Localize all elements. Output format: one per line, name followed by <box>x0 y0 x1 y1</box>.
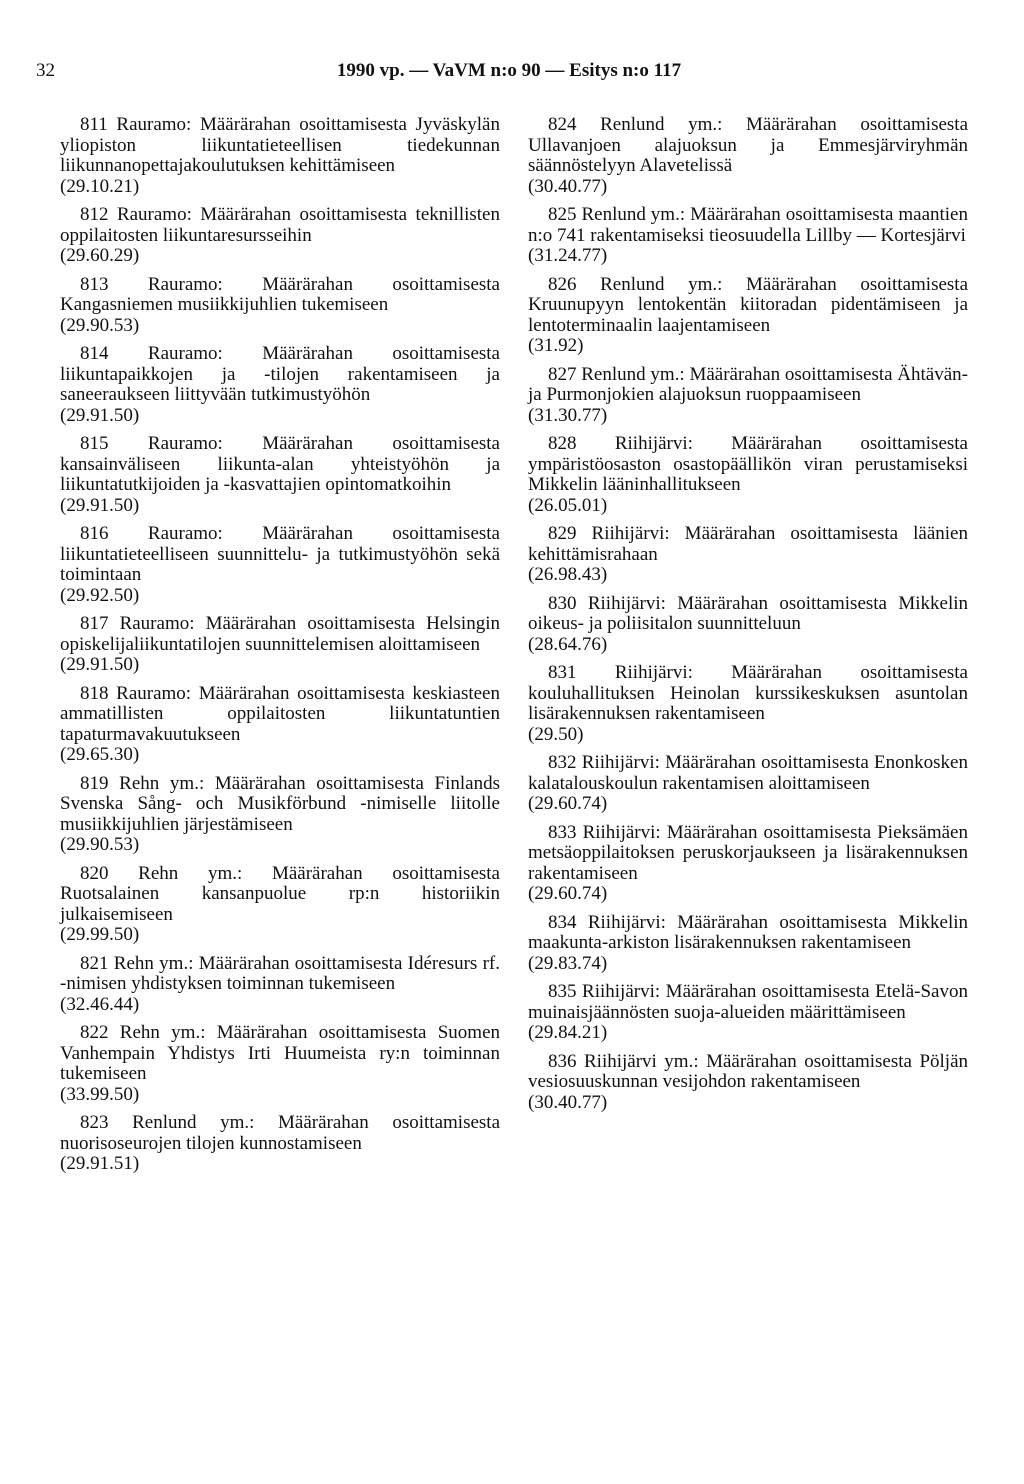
motion-title: 835 Riihijärvi: Määrärahan osoittamisesta Etelä-Savon muinaisjäännösten suoja-alueiden määrittämiseen <box>528 981 968 1023</box>
budget-item-number: (30.40.77) <box>528 175 608 197</box>
motion-title: 829 Riihijärvi: Määrärahan osoittamisesta läänien kehittämisrahaan <box>528 523 968 565</box>
motion-entry <box>60 434 500 516</box>
motion-entry <box>528 1052 968 1114</box>
motion-title: 814 Rauramo: Määrärahan osoittamisesta liikuntapaikkojen ja -tilojen rakentamiseen ja saneeraukseen liittyvään tutkimustyöhön <box>60 343 500 405</box>
motion-entry <box>528 663 968 745</box>
budget-item-number: (29.91.50) <box>60 654 140 675</box>
motion-title: 819 Rehn ym.: Määrärahan osoittamisesta Finlands Svenska Sång- och Musikförbund -nimiselle liitolle musiikkijuhlien järjestämiseen <box>60 772 500 835</box>
budget-item-number: (29.10.21) <box>60 175 140 197</box>
motion-entry <box>528 753 968 815</box>
motion-title: 833 Riihijärvi: Määrärahan osoittamisesta Pieksämäen metsäoppilaitoksen peruskorjaukseen ja lisärakennuksen rakentamiseen <box>528 821 968 884</box>
motion-entry <box>60 684 500 766</box>
motion-entry <box>60 864 500 946</box>
motion-title: 836 Riihijärvi ym.: Määrärahan osoittamisesta Pöljän vesiosuuskunnan vesijohdon rakentamiseen <box>528 1050 968 1092</box>
page-header <box>36 60 982 90</box>
budget-item-number: (29.90.53) <box>60 834 140 855</box>
budget-item-number: (31.24.77) <box>528 245 608 266</box>
budget-item-number: (28.64.76) <box>528 633 608 655</box>
budget-item-number: (29.50) <box>528 723 584 745</box>
budget-item-number: (26.05.01) <box>528 494 608 516</box>
motion-title: 828 Riihijärvi: Määrärahan osoittamisesta ympäristöosaston osastopäällikön viran perustamiseksi Mikkelin lääninhallitukseen <box>528 433 968 495</box>
motion-title: 832 Riihijärvi: Määrärahan osoittamisesta Enonkosken kalatalouskoulun rakentamisen aloittamiseen <box>528 752 968 794</box>
motion-entry <box>60 1113 500 1175</box>
motion-title: 811 Rauramo: Määrärahan osoittamisesta Jyväskylän yliopiston liikuntatieteellisen tiedekunnan liikunnanopettajakoulutuksen kehittämiseen <box>60 114 500 176</box>
motion-title: 818 Rauramo: Määrärahan osoittamisesta keskiasteen ammatillisten oppilaitosten liikuntatuntien tapaturmavakuutukseen <box>60 682 500 745</box>
motion-entry <box>60 524 500 606</box>
motion-entry <box>528 434 968 516</box>
motion-title: 834 Riihijärvi: Määrärahan osoittamisesta Mikkelin maakunta-arkiston lisärakennuksen rakentamiseen <box>528 911 968 953</box>
budget-item-number: (29.60.74) <box>528 883 608 904</box>
motion-entry <box>60 344 500 426</box>
running-title: 1990 vp. — VaVM n:o 90 — Esitys n:o 117 <box>336 60 682 81</box>
budget-item-number: (26.98.43) <box>528 564 608 585</box>
page-number: 32 <box>36 60 55 81</box>
budget-item-number: (29.91.50) <box>60 494 140 516</box>
budget-item-number: (29.60.29) <box>60 245 140 266</box>
motion-entry <box>60 275 500 337</box>
motion-entry <box>60 1023 500 1105</box>
motion-title: 831 Riihijärvi: Määrärahan osoittamisesta kouluhallituksen Heinolan kurssikeskuksen asuntolan lisärakennuksen rakentamiseen <box>528 662 968 724</box>
motion-entry <box>60 205 500 267</box>
motion-title: 813 Rauramo: Määrärahan osoittamisesta Kangasniemen musiikkijuhlien tukemiseen <box>60 273 500 315</box>
motion-entry <box>60 614 500 676</box>
motion-title: 830 Riihijärvi: Määrärahan osoittamisesta Mikkelin oikeus- ja poliisitalon suunnitteluun <box>528 592 968 634</box>
motion-title: 816 Rauramo: Määrärahan osoittamisesta liikuntatieteelliseen suunnittelu- ja tutkimustyöhön sekä toimintaan <box>60 523 500 585</box>
motion-entry <box>528 275 968 357</box>
motion-entry <box>528 115 968 197</box>
motion-entry <box>528 205 968 267</box>
budget-item-number: (32.46.44) <box>60 993 140 1015</box>
motion-title: 823 Renlund ym.: Määrärahan osoittamisesta nuorisoseurojen tilojen kunnostamiseen <box>60 1112 500 1154</box>
budget-item-number: (29.91.50) <box>60 404 140 426</box>
motion-entry <box>528 365 968 427</box>
motion-title: 826 Renlund ym.: Määrärahan osoittamisesta Kruunupyyn lentokentän kiitoradan pidentämiseen ja lentoterminaalin laajentamiseen <box>528 273 968 336</box>
budget-item-number: (30.40.77) <box>528 1091 608 1113</box>
budget-item-number: (29.60.74) <box>528 793 608 814</box>
motion-entry <box>60 115 500 197</box>
budget-item-number: (31.92) <box>528 335 584 356</box>
budget-item-number: (33.99.50) <box>60 1083 140 1105</box>
motion-title: 827 Renlund ym.: Määrärahan osoittamisesta Ähtävän- ja Purmonjokien alajuoksun ruoppaamiseen <box>528 363 969 405</box>
budget-item-number: (29.92.50) <box>60 584 140 606</box>
budget-item-number: (29.99.50) <box>60 924 140 945</box>
budget-item-number: (29.90.53) <box>60 314 140 336</box>
motion-entry <box>528 823 968 905</box>
motion-title: 821 Rehn ym.: Määrärahan osoittamisesta Idéresurs rf. -nimisen yhdistyksen toiminnan tukemiseen <box>60 952 500 994</box>
motion-entry <box>528 982 968 1044</box>
right-column <box>528 115 968 1121</box>
left-column <box>60 115 500 1183</box>
motion-entry <box>60 774 500 856</box>
motion-title: 815 Rauramo: Määrärahan osoittamisesta kansainväliseen liikunta-alan yhteistyöhön ja liikuntatutkijoiden ja -kasvattajien opintomatkoihin <box>60 433 500 495</box>
motion-entry <box>528 594 968 656</box>
budget-item-number: (29.83.74) <box>528 952 608 974</box>
budget-item-number: (31.30.77) <box>528 404 608 426</box>
motion-entry <box>60 954 500 1016</box>
motion-title: 824 Renlund ym.: Määrärahan osoittamisesta Ullavanjoen alajuoksun ja Emmesjärviryhmän säännöstelyyn Alavetelissä <box>528 114 968 176</box>
budget-item-number: (29.65.30) <box>60 744 140 765</box>
motion-entry <box>528 524 968 586</box>
budget-item-number: (29.84.21) <box>528 1022 608 1043</box>
motion-title: 812 Rauramo: Määrärahan osoittamisesta teknillisten oppilaitosten liikuntaresursseihin <box>60 204 500 246</box>
motion-entry <box>528 913 968 975</box>
budget-item-number: (29.91.51) <box>60 1153 140 1174</box>
motion-title: 825 Renlund ym.: Määrärahan osoittamisesta maantien n:o 741 rakentamiseksi tieosuudella Lillby — Kortesjärvi <box>528 204 968 246</box>
motion-title: 820 Rehn ym.: Määrärahan osoittamisesta Ruotsalainen kansanpuolue rp:n historiikin julkaisemiseen <box>60 862 500 925</box>
motion-title: 822 Rehn ym.: Määrärahan osoittamisesta Suomen Vanhempain Yhdistys Irti Huumeista ry:n toiminnan tukemiseen <box>60 1022 500 1084</box>
motion-title: 817 Rauramo: Määrärahan osoittamisesta Helsingin opiskelijaliikuntatilojen suunnittelemisen aloittamiseen <box>60 613 500 655</box>
